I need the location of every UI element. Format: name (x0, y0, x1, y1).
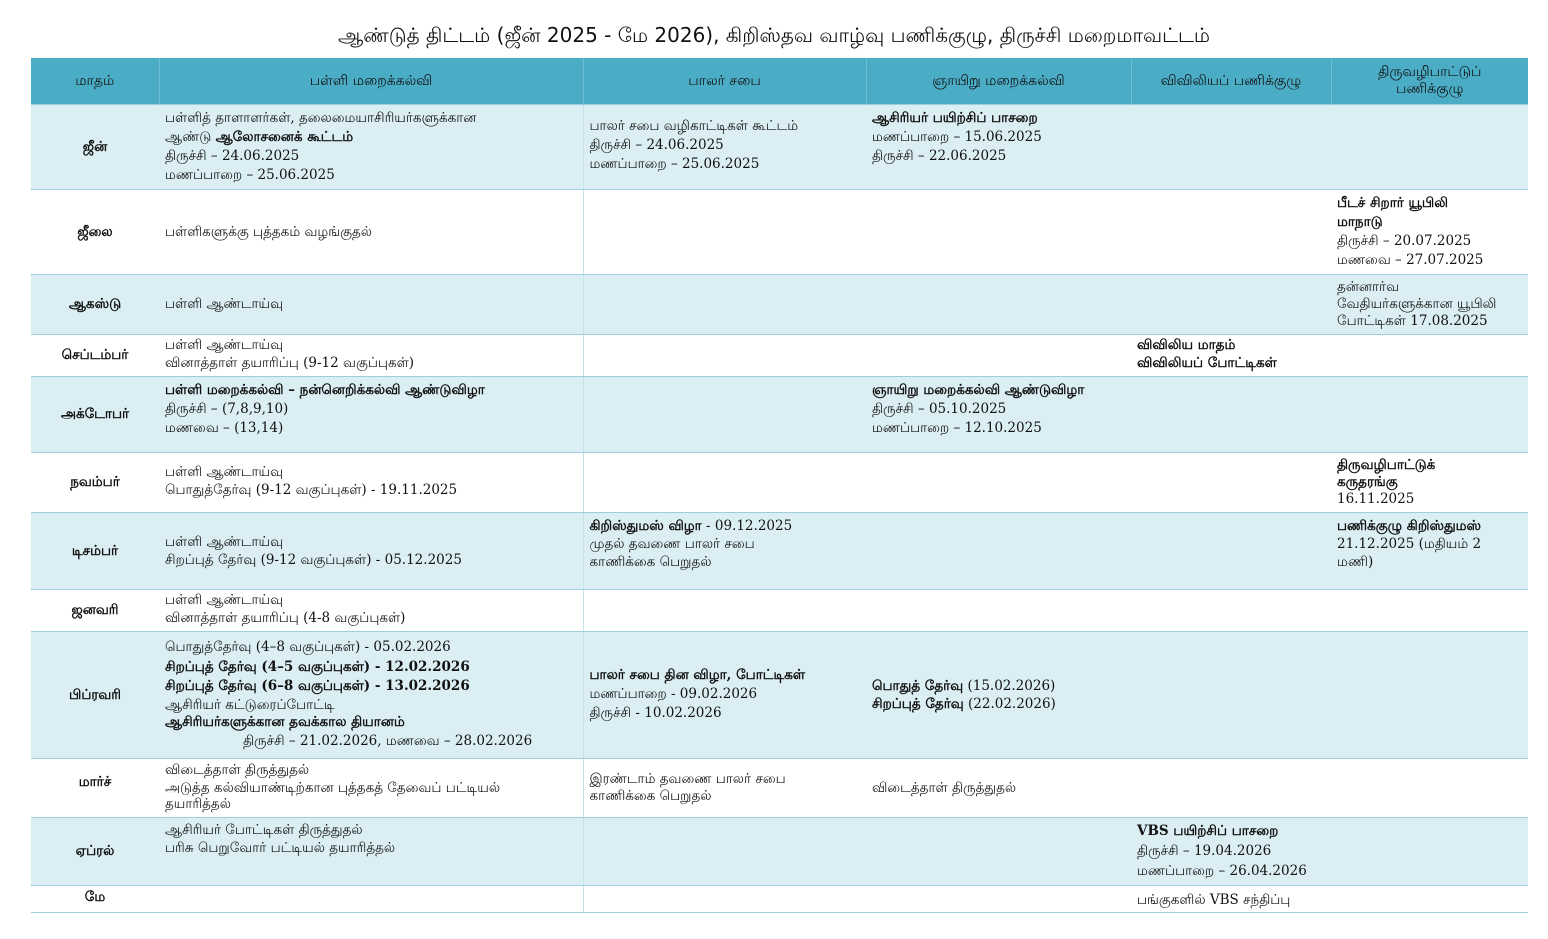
cell-line: பள்ளி ஆண்டாய்வு (165, 592, 283, 608)
children-cell (583, 335, 866, 377)
month-cell: நவம்பர் (31, 453, 159, 513)
liturgy-cell (1331, 590, 1528, 632)
cell-line: பொதுத்தேர்வு (9-12 வகுப்புகள்) - 19.11.2025 (165, 482, 458, 498)
cell-line: காணிக்கை பெறுதல் (589, 554, 712, 570)
cell-line: பள்ளி ஆண்டாய்வு (165, 534, 283, 550)
table-row-mar (31, 759, 1528, 818)
children-cell (583, 886, 866, 913)
month-cell: பிப்ரவரி (31, 632, 159, 759)
cell-line: போட்டிகள் 17.08.2025 (1337, 313, 1488, 329)
liturgy-cell (1331, 632, 1528, 759)
bible-cell (1131, 818, 1331, 886)
cell-line: மணப்பாறை – 12.10.2025 (872, 420, 1042, 436)
bible-cell (1131, 453, 1331, 513)
month-cell: டிசம்பர் (31, 513, 159, 590)
sunday-cell (866, 105, 1131, 190)
liturgy-cell (1331, 275, 1528, 335)
cell-line: பாலர் சபை வழிகாட்டிகள் கூட்டம் (589, 118, 799, 134)
school-cell (159, 377, 583, 453)
month-cell: அக்டோபர் (31, 377, 159, 453)
cell-line: பள்ளி ஆண்டாய்வு (165, 296, 283, 312)
month-cell: மே (31, 886, 159, 913)
cell-line: வினாத்தாள் தயாரிப்பு (9-12 வகுப்புகள்) (165, 355, 415, 371)
cell-line: திருச்சி – (7,8,9,10) (165, 401, 289, 417)
liturgy-cell (1331, 190, 1528, 275)
liturgy-cell (1331, 818, 1528, 886)
cell-line: ஞாயிறு மறைக்கல்வி ஆண்டுவிழா (872, 382, 1085, 398)
cell-line: திருச்சி – 24.06.2025 (589, 137, 724, 153)
cell-line: பணிக்குழு கிறிஸ்துமஸ் (1337, 518, 1482, 534)
children-cell (583, 275, 866, 335)
month-cell: ஆகஸ்டு (31, 275, 159, 335)
school-cell (159, 190, 583, 275)
cell-text: ஆண்டு (165, 129, 212, 145)
cell-line: வேதியர்களுக்கான யூபிலி (1337, 296, 1497, 312)
cell-line: சிறப்புத் தேர்வு (9-12 வகுப்புகள்) - 05.12.2025 (165, 552, 462, 568)
table-row-jun (31, 105, 1528, 190)
table-row-sep (31, 335, 1528, 377)
cell-line: மணப்பாறை – 25.06.2025 (589, 156, 760, 172)
cell-line: மணப்பாறை – 25.06.2025 (165, 167, 335, 183)
cell-line (872, 695, 1125, 713)
cell-line: திருவழிபாட்டுக் (1337, 457, 1436, 473)
cell-line: ஆசிரியர் போட்டிகள் திருத்துதல் (165, 822, 363, 838)
cell-line: திருச்சி – 20.07.2025 (1337, 233, 1472, 249)
cell-line: சிறப்புத் தேர்வு (6–8 வகுப்புகள்) - 13.02.2026 (165, 678, 470, 694)
children-cell (583, 590, 866, 632)
cell-line: பள்ளி மறைக்கல்வி – நன்னெறிக்கல்வி ஆண்டுவிழா (165, 382, 485, 398)
bible-cell (1131, 759, 1331, 818)
cell-line: விவிலியப் போட்டிகள் (1137, 355, 1277, 371)
month-cell: மார்ச் (31, 759, 159, 818)
bible-cell (1131, 886, 1331, 913)
cell-line: விவிலிய மாதம் (1137, 337, 1236, 353)
cell-line: அடுத்த கல்வியாண்டிற்கான புத்தகத் தேவைப் பட்டியல் (165, 780, 501, 796)
cell-line: பாலர் சபை தின விழா, போட்டிகள் (589, 667, 806, 683)
bible-cell (1131, 275, 1331, 335)
page-title: ஆண்டுத் திட்டம் (ஜீன் 2025 - மே 2026), கிறிஸ்தவ வாழ்வு பணிக்குழு, திருச்சி மறைமாவட்டம் (337, 23, 1211, 47)
cell-line: மாநாடு (1337, 214, 1383, 230)
cell-line: முதல் தவணை பாலர் சபை (589, 536, 755, 552)
children-cell (583, 818, 866, 886)
school-cell (159, 275, 583, 335)
liturgy-cell (1331, 335, 1528, 377)
cell-line: திருச்சி – 05.10.2025 (872, 401, 1007, 417)
cell-line (590, 517, 861, 535)
bible-cell (1131, 190, 1331, 275)
cell-line: ஆசிரியர்களுக்கான தவக்கால தியானம் (165, 713, 405, 730)
children-cell (583, 759, 866, 818)
cell-line (165, 128, 577, 147)
annual-plan-table (31, 58, 1528, 913)
cell-line: ஆசிரியர் கட்டுரைப்போட்டி (165, 696, 335, 713)
school-cell (159, 453, 583, 513)
cell-line: விடைத்தாள் திருத்துதல் (165, 762, 310, 778)
month-cell: ஜீலை (31, 190, 159, 275)
liturgy-cell (1331, 453, 1528, 513)
cell-line: பள்ளி ஆண்டாய்வு (165, 464, 283, 480)
header-children: பாலர் சபை (583, 58, 866, 105)
month-cell: ஜனவரி (31, 590, 159, 632)
sunday-cell (866, 335, 1131, 377)
table-header-row (31, 58, 1528, 105)
cell-line (872, 677, 1125, 695)
cell-line: பீடச் சிறார் யூபிலி (1337, 195, 1448, 211)
month-cell: செப்டம்பர் (31, 335, 159, 377)
cell-line: தயாரித்தல் (165, 796, 231, 812)
cell-text-bold: ஆலோசனைக் கூட்டம் (215, 129, 354, 145)
children-cell (583, 105, 866, 190)
month-cell: ஏப்ரல் (31, 818, 159, 886)
school-cell (159, 818, 583, 886)
cell-line: பங்குகளில் VBS சந்திப்பு (1137, 892, 1291, 908)
sunday-cell (866, 886, 1131, 913)
header-liturgy (1331, 58, 1528, 105)
bible-cell (1131, 632, 1331, 759)
school-cell (159, 335, 583, 377)
cell-line: பொதுத்தேர்வு (4–8 வகுப்புகள்) - 05.02.2026 (165, 639, 451, 655)
table-row-apr (31, 818, 1528, 886)
sunday-cell (866, 632, 1131, 759)
children-cell (583, 377, 866, 453)
children-cell (583, 453, 866, 513)
school-cell (159, 632, 583, 759)
bible-cell (1131, 335, 1331, 377)
header-sunday: ஞாயிறு மறைக்கல்வி (866, 58, 1131, 105)
cell-text-bold: பொதுத் தேர்வு (872, 678, 964, 694)
header-liturgy-line-1: திருவழிபாட்டுப் (1378, 64, 1482, 80)
school-cell (159, 590, 583, 632)
cell-line: திருச்சி – 24.06.2025 (165, 148, 300, 164)
cell-line: மணப்பாறை - 09.02.2026 (589, 686, 758, 702)
cell-line: 21.12.2025 (மதியம் 2 (1337, 536, 1482, 552)
cell-line: சிறப்புத் தேர்வு (4–5 வகுப்புகள்) - 12.02.2026 (165, 658, 470, 675)
cell-line: விடைத்தாள் திருத்துதல் (872, 779, 1017, 796)
cell-line: இரண்டாம் தவணை பாலர் சபை (589, 771, 786, 787)
children-cell (583, 632, 866, 759)
cell-line: பள்ளித் தாளாளர்கள், தலைமையாசிரியர்களுக்கான (165, 110, 477, 126)
cell-line: மணவை – 27.07.2025 (1337, 252, 1484, 268)
cell-line: தன்னார்வ (1337, 279, 1400, 295)
cell-line: மணவை – (13,14) (165, 420, 284, 436)
bible-cell (1131, 513, 1331, 590)
children-cell (583, 513, 866, 590)
sunday-cell (866, 453, 1131, 513)
children-cell (583, 190, 866, 275)
sunday-cell (866, 190, 1131, 275)
cell-line: பள்ளி ஆண்டாய்வு (165, 337, 283, 353)
sunday-cell (866, 513, 1131, 590)
table-row-jul (31, 190, 1528, 275)
cell-line: வினாத்தாள் தயாரிப்பு (4-8 வகுப்புகள்) (165, 610, 406, 626)
cell-line: பரிசு பெறுவோர் பட்டியல் தயாரித்தல் (165, 840, 396, 856)
cell-line: மணப்பாறை – 26.04.2026 (1137, 863, 1307, 879)
table-row-feb (31, 632, 1528, 759)
liturgy-cell (1331, 886, 1528, 913)
bible-cell (1131, 590, 1331, 632)
cell-line: திருச்சி - 10.02.2026 (589, 705, 722, 721)
cell-text: (15.02.2026) (967, 678, 1056, 694)
liturgy-cell (1331, 759, 1528, 818)
bible-cell (1131, 105, 1331, 190)
header-month: மாதம் (31, 58, 159, 105)
table-row-may (31, 886, 1528, 913)
sunday-cell (866, 759, 1131, 818)
sunday-cell (866, 818, 1131, 886)
cell-line: ஆசிரியர் பயிற்சிப் பாசறை (872, 110, 1038, 126)
bible-cell (1131, 377, 1331, 453)
cell-text: (22.02.2026) (968, 696, 1056, 712)
sunday-cell (866, 275, 1131, 335)
table-row-aug (31, 275, 1528, 335)
cell-line: காணிக்கை பெறுதல் (589, 788, 712, 804)
cell-line: மணி) (1337, 554, 1374, 570)
header-bible: விவிலியப் பணிக்குழு (1131, 58, 1331, 105)
header-school: பள்ளி மறைக்கல்வி (159, 58, 583, 105)
cell-text-bold: சிறப்புத் தேர்வு (872, 696, 964, 712)
cell-line: பள்ளிகளுக்கு புத்தகம் வழங்குதல் (165, 223, 372, 240)
liturgy-cell (1331, 513, 1528, 590)
month-cell: ஜீன் (31, 105, 159, 190)
cell-line: திருச்சி – 19.04.2026 (1137, 843, 1272, 859)
school-cell (159, 513, 583, 590)
table-row-nov (31, 453, 1528, 513)
sunday-cell (866, 590, 1131, 632)
liturgy-cell (1331, 377, 1528, 453)
cell-text: - 09.12.2025 (701, 518, 793, 534)
cell-line: VBS பயிற்சிப் பாசறை (1137, 823, 1279, 839)
table-row-jan (31, 590, 1528, 632)
liturgy-cell (1331, 105, 1528, 190)
header-liturgy-line-2: பணிக்குழு (1395, 81, 1464, 97)
cell-line: கருதரங்கு (1337, 474, 1398, 490)
school-cell (159, 759, 583, 818)
school-cell (159, 105, 583, 190)
cell-line: மணப்பாறை – 15.06.2025 (872, 129, 1042, 145)
cell-line: 16.11.2025 (1337, 491, 1415, 507)
table-row-oct (31, 377, 1528, 453)
cell-text-bold: கிறிஸ்துமஸ் விழா (589, 518, 702, 534)
cell-line: திருச்சி – 21.02.2026, மணவை – 28.02.2026 (243, 733, 533, 749)
school-cell (159, 886, 583, 913)
table-row-dec (31, 513, 1528, 590)
sunday-cell (866, 377, 1131, 453)
cell-line: திருச்சி – 22.06.2025 (872, 148, 1007, 164)
